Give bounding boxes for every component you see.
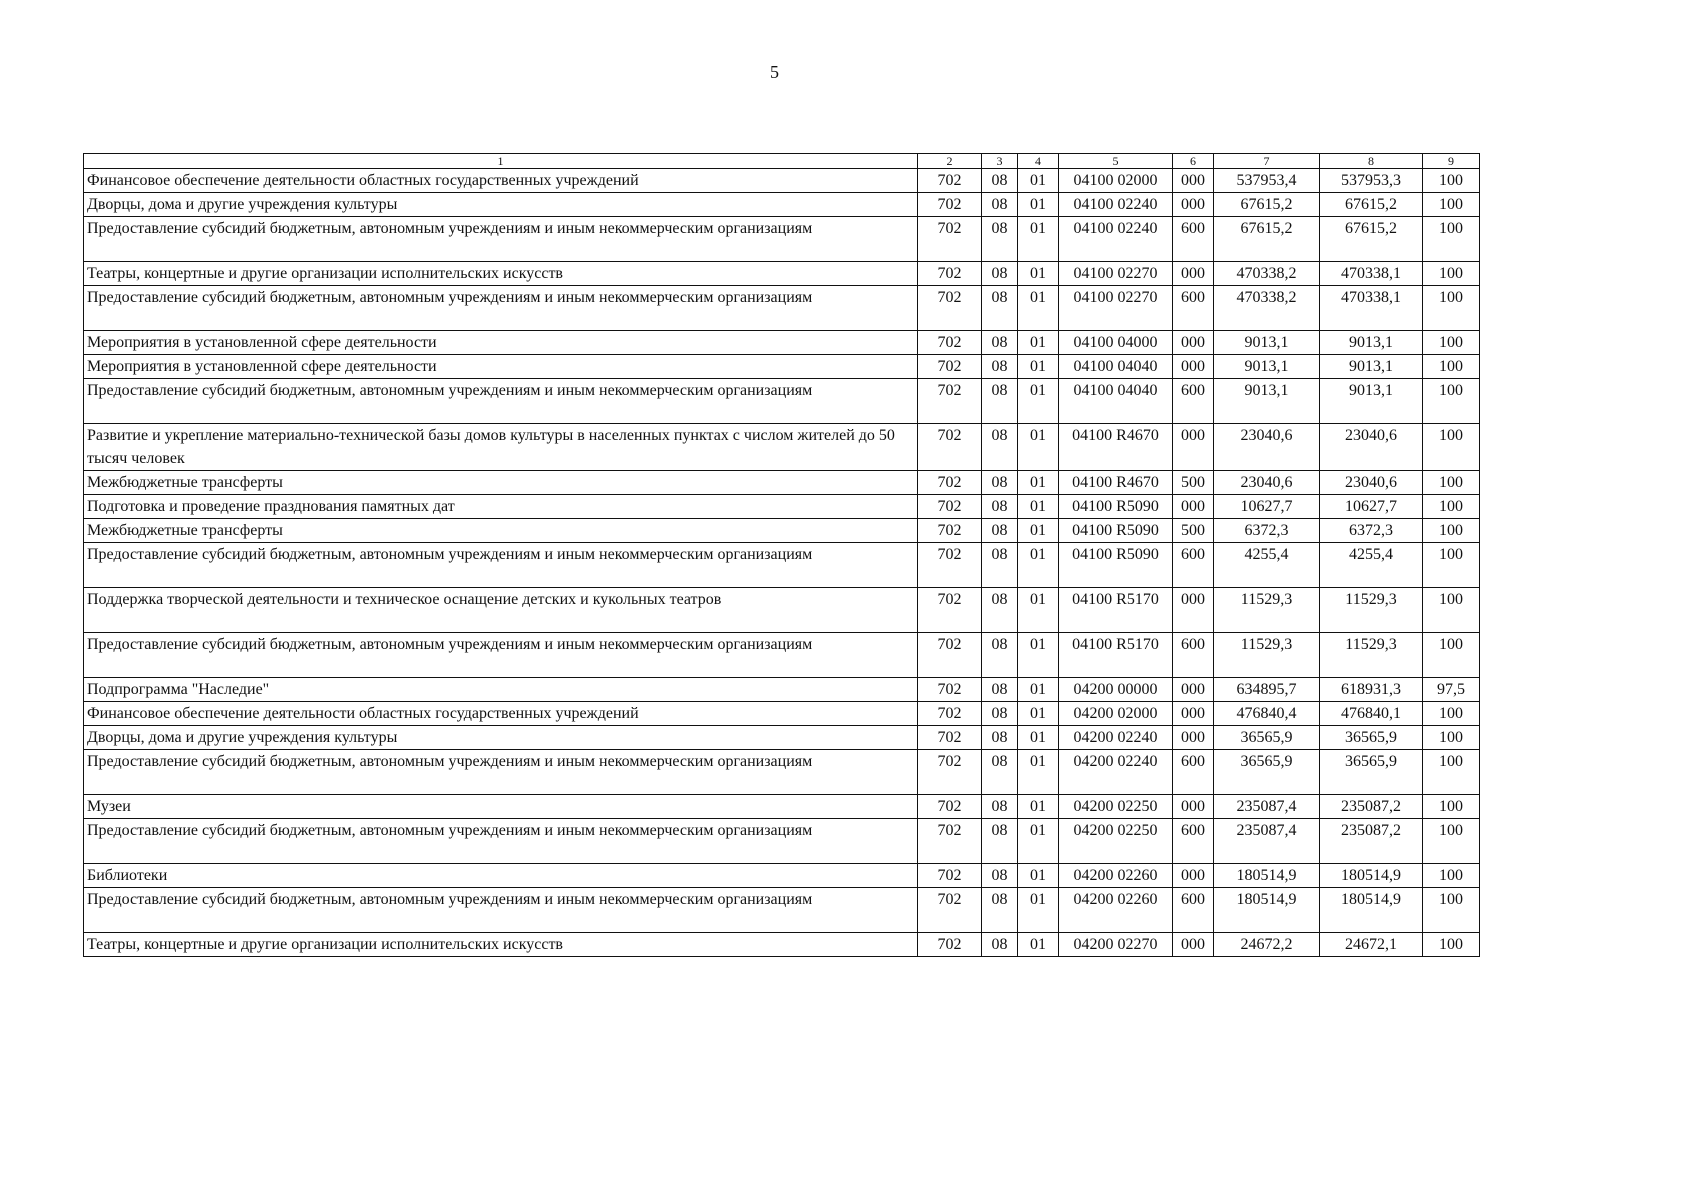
cell-target-article: 04100 R5090	[1059, 495, 1173, 519]
cell-section: 08	[982, 543, 1018, 588]
table-row	[84, 217, 1480, 262]
column-header: 9	[1423, 154, 1480, 169]
row-name: Поддержка творческой деятельности и техническое оснащение детских и кукольных театров	[84, 588, 918, 633]
row-name: Межбюджетные трансферты	[84, 471, 918, 495]
table-row	[84, 633, 1480, 678]
cell-target-article: 04200 02260	[1059, 864, 1173, 888]
cell-ministry: 702	[918, 193, 982, 217]
cell-expense-type: 000	[1173, 193, 1214, 217]
row-name: Предоставление субсидий бюджетным, автономным учреждениям и иным некоммерческим организациям	[84, 217, 918, 262]
cell-executed: 36565,9	[1320, 750, 1423, 795]
cell-executed: 67615,2	[1320, 193, 1423, 217]
row-name: Предоставление субсидий бюджетным, автономным учреждениям и иным некоммерческим организациям	[84, 750, 918, 795]
row-name: Предоставление субсидий бюджетным, автономным учреждениям и иным некоммерческим организациям	[84, 379, 918, 424]
row-name: Финансовое обеспечение деятельности областных государственных учреждений	[84, 169, 918, 193]
cell-expense-type: 600	[1173, 888, 1214, 933]
cell-section: 08	[982, 795, 1018, 819]
cell-expense-type: 600	[1173, 750, 1214, 795]
cell-planned: 235087,4	[1214, 819, 1320, 864]
table-row	[84, 495, 1480, 519]
cell-percent: 100	[1423, 933, 1480, 957]
cell-expense-type: 000	[1173, 702, 1214, 726]
cell-ministry: 702	[918, 933, 982, 957]
budget-table	[83, 153, 1480, 957]
cell-executed: 67615,2	[1320, 217, 1423, 262]
table-row	[84, 864, 1480, 888]
column-header: 2	[918, 154, 982, 169]
cell-planned: 24672,2	[1214, 933, 1320, 957]
cell-planned: 36565,9	[1214, 726, 1320, 750]
cell-subsection: 01	[1018, 286, 1059, 331]
cell-target-article: 04200 02270	[1059, 933, 1173, 957]
table-row	[84, 702, 1480, 726]
cell-executed: 10627,7	[1320, 495, 1423, 519]
cell-section: 08	[982, 355, 1018, 379]
column-header: 4	[1018, 154, 1059, 169]
cell-planned: 235087,4	[1214, 795, 1320, 819]
cell-section: 08	[982, 424, 1018, 471]
table-row	[84, 750, 1480, 795]
cell-planned: 9013,1	[1214, 379, 1320, 424]
cell-percent: 100	[1423, 286, 1480, 331]
cell-subsection: 01	[1018, 543, 1059, 588]
cell-target-article: 04100 R5090	[1059, 543, 1173, 588]
cell-target-article: 04200 02240	[1059, 750, 1173, 795]
cell-ministry: 702	[918, 702, 982, 726]
cell-expense-type: 600	[1173, 217, 1214, 262]
table-row	[84, 588, 1480, 633]
row-name: Театры, концертные и другие организации исполнительских искусств	[84, 262, 918, 286]
cell-planned: 9013,1	[1214, 331, 1320, 355]
row-name: Дворцы, дома и другие учреждения культуры	[84, 193, 918, 217]
row-name: Развитие и укрепление материально-технической базы домов культуры в населенных пунктах с числом жителей до 50 тысяч человек	[84, 424, 918, 471]
cell-target-article: 04200 02240	[1059, 726, 1173, 750]
cell-expense-type: 000	[1173, 169, 1214, 193]
cell-target-article: 04100 02240	[1059, 193, 1173, 217]
cell-target-article: 04100 04000	[1059, 331, 1173, 355]
cell-subsection: 01	[1018, 633, 1059, 678]
cell-ministry: 702	[918, 217, 982, 262]
row-name: Подготовка и проведение празднования памятных дат	[84, 495, 918, 519]
cell-section: 08	[982, 633, 1018, 678]
row-name: Предоставление субсидий бюджетным, автономным учреждениям и иным некоммерческим организациям	[84, 286, 918, 331]
table-row	[84, 286, 1480, 331]
cell-percent: 100	[1423, 471, 1480, 495]
cell-expense-type: 500	[1173, 519, 1214, 543]
cell-target-article: 04100 02270	[1059, 286, 1173, 331]
table-row	[84, 819, 1480, 864]
table-row	[84, 795, 1480, 819]
cell-expense-type: 600	[1173, 819, 1214, 864]
column-header: 1	[84, 154, 918, 169]
cell-ministry: 702	[918, 424, 982, 471]
cell-executed: 9013,1	[1320, 331, 1423, 355]
cell-executed: 11529,3	[1320, 633, 1423, 678]
table-row	[84, 888, 1480, 933]
table-row	[84, 193, 1480, 217]
cell-subsection: 01	[1018, 678, 1059, 702]
column-header: 6	[1173, 154, 1214, 169]
cell-subsection: 01	[1018, 702, 1059, 726]
cell-section: 08	[982, 495, 1018, 519]
cell-ministry: 702	[918, 495, 982, 519]
cell-ministry: 702	[918, 331, 982, 355]
cell-ministry: 702	[918, 819, 982, 864]
cell-expense-type: 000	[1173, 495, 1214, 519]
cell-percent: 100	[1423, 633, 1480, 678]
cell-target-article: 04200 02250	[1059, 819, 1173, 864]
cell-target-article: 04100 R5170	[1059, 633, 1173, 678]
cell-percent: 100	[1423, 819, 1480, 864]
cell-section: 08	[982, 819, 1018, 864]
cell-section: 08	[982, 519, 1018, 543]
cell-subsection: 01	[1018, 471, 1059, 495]
table-row	[84, 678, 1480, 702]
cell-target-article: 04200 02000	[1059, 702, 1173, 726]
cell-executed: 9013,1	[1320, 355, 1423, 379]
cell-subsection: 01	[1018, 750, 1059, 795]
row-name: Финансовое обеспечение деятельности областных государственных учреждений	[84, 702, 918, 726]
cell-executed: 470338,1	[1320, 262, 1423, 286]
cell-percent: 100	[1423, 217, 1480, 262]
table-row	[84, 543, 1480, 588]
cell-percent: 100	[1423, 379, 1480, 424]
column-header: 3	[982, 154, 1018, 169]
cell-ministry: 702	[918, 726, 982, 750]
header-row	[84, 154, 1480, 169]
cell-section: 08	[982, 286, 1018, 331]
cell-subsection: 01	[1018, 519, 1059, 543]
cell-subsection: 01	[1018, 193, 1059, 217]
column-header: 7	[1214, 154, 1320, 169]
cell-executed: 235087,2	[1320, 819, 1423, 864]
cell-subsection: 01	[1018, 169, 1059, 193]
cell-planned: 67615,2	[1214, 193, 1320, 217]
cell-section: 08	[982, 588, 1018, 633]
cell-subsection: 01	[1018, 262, 1059, 286]
cell-subsection: 01	[1018, 864, 1059, 888]
table-row	[84, 331, 1480, 355]
cell-ministry: 702	[918, 864, 982, 888]
cell-ministry: 702	[918, 750, 982, 795]
cell-subsection: 01	[1018, 819, 1059, 864]
cell-subsection: 01	[1018, 355, 1059, 379]
cell-subsection: 01	[1018, 888, 1059, 933]
cell-planned: 4255,4	[1214, 543, 1320, 588]
cell-section: 08	[982, 471, 1018, 495]
cell-expense-type: 000	[1173, 262, 1214, 286]
cell-section: 08	[982, 217, 1018, 262]
cell-planned: 67615,2	[1214, 217, 1320, 262]
cell-planned: 23040,6	[1214, 471, 1320, 495]
cell-subsection: 01	[1018, 933, 1059, 957]
row-name: Предоставление субсидий бюджетным, автономным учреждениям и иным некоммерческим организациям	[84, 888, 918, 933]
cell-target-article: 04100 02240	[1059, 217, 1173, 262]
table-row	[84, 424, 1480, 471]
cell-subsection: 01	[1018, 588, 1059, 633]
cell-percent: 100	[1423, 726, 1480, 750]
cell-percent: 100	[1423, 331, 1480, 355]
cell-planned: 470338,2	[1214, 286, 1320, 331]
table-row	[84, 262, 1480, 286]
table-row	[84, 355, 1480, 379]
cell-section: 08	[982, 750, 1018, 795]
cell-percent: 100	[1423, 702, 1480, 726]
cell-percent: 100	[1423, 495, 1480, 519]
table-row	[84, 471, 1480, 495]
cell-percent: 100	[1423, 543, 1480, 588]
cell-expense-type: 000	[1173, 331, 1214, 355]
cell-percent: 100	[1423, 193, 1480, 217]
cell-executed: 9013,1	[1320, 379, 1423, 424]
cell-planned: 180514,9	[1214, 864, 1320, 888]
cell-section: 08	[982, 169, 1018, 193]
cell-percent: 100	[1423, 424, 1480, 471]
cell-expense-type: 000	[1173, 795, 1214, 819]
cell-expense-type: 600	[1173, 543, 1214, 588]
row-name: Предоставление субсидий бюджетным, автономным учреждениям и иным некоммерческим организациям	[84, 543, 918, 588]
row-name: Мероприятия в установленной сфере деятельности	[84, 331, 918, 355]
cell-section: 08	[982, 726, 1018, 750]
row-name: Театры, концертные и другие организации исполнительских искусств	[84, 933, 918, 957]
cell-target-article: 04200 00000	[1059, 678, 1173, 702]
cell-percent: 100	[1423, 355, 1480, 379]
cell-percent: 100	[1423, 750, 1480, 795]
cell-subsection: 01	[1018, 217, 1059, 262]
cell-subsection: 01	[1018, 495, 1059, 519]
cell-expense-type: 600	[1173, 286, 1214, 331]
row-name: Предоставление субсидий бюджетным, автономным учреждениям и иным некоммерческим организациям	[84, 633, 918, 678]
cell-expense-type: 000	[1173, 678, 1214, 702]
cell-ministry: 702	[918, 678, 982, 702]
table-row	[84, 726, 1480, 750]
cell-ministry: 702	[918, 888, 982, 933]
cell-expense-type: 000	[1173, 424, 1214, 471]
cell-target-article: 04100 04040	[1059, 379, 1173, 424]
row-name: Музеи	[84, 795, 918, 819]
cell-planned: 36565,9	[1214, 750, 1320, 795]
cell-executed: 476840,1	[1320, 702, 1423, 726]
cell-executed: 618931,3	[1320, 678, 1423, 702]
cell-ministry: 702	[918, 633, 982, 678]
cell-ministry: 702	[918, 795, 982, 819]
cell-planned: 180514,9	[1214, 888, 1320, 933]
cell-subsection: 01	[1018, 795, 1059, 819]
cell-expense-type: 500	[1173, 471, 1214, 495]
cell-target-article: 04100 R5090	[1059, 519, 1173, 543]
cell-percent: 97,5	[1423, 678, 1480, 702]
cell-expense-type: 000	[1173, 933, 1214, 957]
cell-ministry: 702	[918, 169, 982, 193]
cell-executed: 6372,3	[1320, 519, 1423, 543]
cell-planned: 23040,6	[1214, 424, 1320, 471]
cell-expense-type: 600	[1173, 633, 1214, 678]
cell-executed: 36565,9	[1320, 726, 1423, 750]
cell-planned: 11529,3	[1214, 633, 1320, 678]
cell-ministry: 702	[918, 471, 982, 495]
cell-percent: 100	[1423, 888, 1480, 933]
cell-executed: 180514,9	[1320, 864, 1423, 888]
cell-planned: 476840,4	[1214, 702, 1320, 726]
column-header: 8	[1320, 154, 1423, 169]
cell-executed: 537953,3	[1320, 169, 1423, 193]
cell-section: 08	[982, 379, 1018, 424]
cell-ministry: 702	[918, 588, 982, 633]
cell-executed: 235087,2	[1320, 795, 1423, 819]
cell-executed: 11529,3	[1320, 588, 1423, 633]
cell-target-article: 04200 02250	[1059, 795, 1173, 819]
cell-section: 08	[982, 702, 1018, 726]
row-name: Предоставление субсидий бюджетным, автономным учреждениям и иным некоммерческим организациям	[84, 819, 918, 864]
cell-planned: 6372,3	[1214, 519, 1320, 543]
cell-section: 08	[982, 262, 1018, 286]
cell-subsection: 01	[1018, 331, 1059, 355]
cell-percent: 100	[1423, 519, 1480, 543]
cell-ministry: 702	[918, 262, 982, 286]
cell-ministry: 702	[918, 379, 982, 424]
cell-executed: 23040,6	[1320, 424, 1423, 471]
cell-planned: 537953,4	[1214, 169, 1320, 193]
cell-target-article: 04200 02260	[1059, 888, 1173, 933]
table-row	[84, 519, 1480, 543]
page-number: 5	[770, 62, 779, 82]
cell-target-article: 04100 02270	[1059, 262, 1173, 286]
cell-executed: 180514,9	[1320, 888, 1423, 933]
cell-executed: 470338,1	[1320, 286, 1423, 331]
cell-subsection: 01	[1018, 726, 1059, 750]
row-name: Подпрограмма "Наследие"	[84, 678, 918, 702]
cell-planned: 9013,1	[1214, 355, 1320, 379]
cell-percent: 100	[1423, 169, 1480, 193]
cell-section: 08	[982, 331, 1018, 355]
cell-percent: 100	[1423, 588, 1480, 633]
cell-planned: 11529,3	[1214, 588, 1320, 633]
table-row	[84, 933, 1480, 957]
cell-ministry: 702	[918, 355, 982, 379]
cell-percent: 100	[1423, 864, 1480, 888]
cell-subsection: 01	[1018, 379, 1059, 424]
row-name: Дворцы, дома и другие учреждения культуры	[84, 726, 918, 750]
cell-target-article: 04100 02000	[1059, 169, 1173, 193]
cell-expense-type: 600	[1173, 379, 1214, 424]
row-name: Мероприятия в установленной сфере деятельности	[84, 355, 918, 379]
cell-planned: 634895,7	[1214, 678, 1320, 702]
cell-expense-type: 000	[1173, 864, 1214, 888]
cell-section: 08	[982, 193, 1018, 217]
cell-expense-type: 000	[1173, 726, 1214, 750]
table-row	[84, 379, 1480, 424]
column-header: 5	[1059, 154, 1173, 169]
cell-percent: 100	[1423, 795, 1480, 819]
cell-section: 08	[982, 864, 1018, 888]
table-row	[84, 169, 1480, 193]
cell-ministry: 702	[918, 519, 982, 543]
cell-target-article: 04100 R4670	[1059, 471, 1173, 495]
cell-percent: 100	[1423, 262, 1480, 286]
cell-executed: 24672,1	[1320, 933, 1423, 957]
row-name: Библиотеки	[84, 864, 918, 888]
cell-section: 08	[982, 888, 1018, 933]
cell-section: 08	[982, 933, 1018, 957]
cell-expense-type: 000	[1173, 355, 1214, 379]
cell-target-article: 04100 04040	[1059, 355, 1173, 379]
cell-subsection: 01	[1018, 424, 1059, 471]
row-name: Межбюджетные трансферты	[84, 519, 918, 543]
cell-target-article: 04100 R5170	[1059, 588, 1173, 633]
cell-executed: 4255,4	[1320, 543, 1423, 588]
cell-ministry: 702	[918, 543, 982, 588]
cell-expense-type: 000	[1173, 588, 1214, 633]
cell-executed: 23040,6	[1320, 471, 1423, 495]
cell-section: 08	[982, 678, 1018, 702]
cell-target-article: 04100 R4670	[1059, 424, 1173, 471]
cell-planned: 10627,7	[1214, 495, 1320, 519]
cell-planned: 470338,2	[1214, 262, 1320, 286]
cell-ministry: 702	[918, 286, 982, 331]
